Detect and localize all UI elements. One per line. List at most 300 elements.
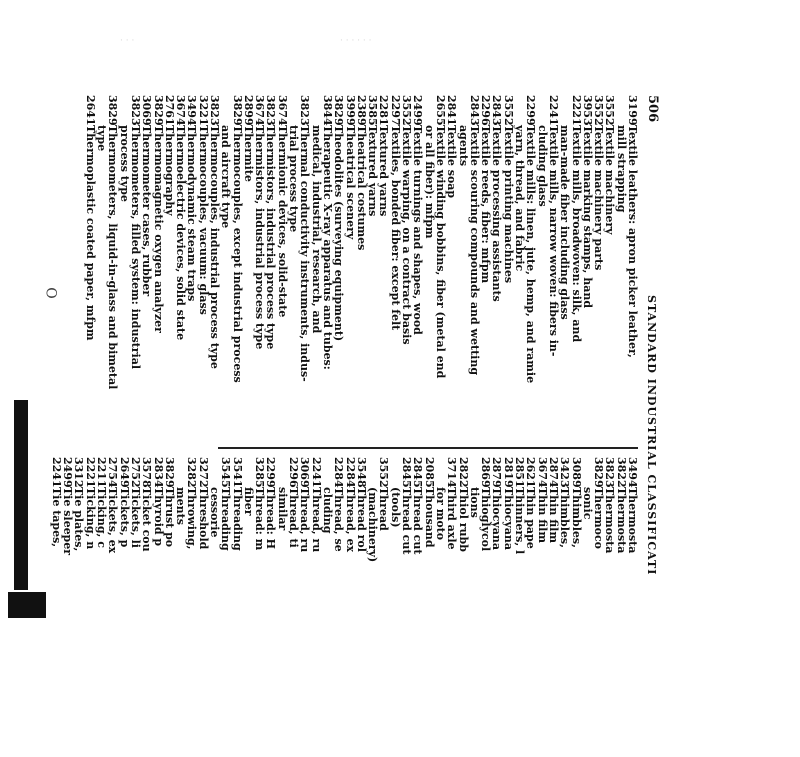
index-entry [220,457,231,757]
sic-code: 3272 [196,457,210,488]
entry-description: Thread rol [354,487,368,552]
entry-description: Thermocouples, except industrial process [230,125,244,383]
entry-description: Textile mills: linen, jute, hemp, and ramie [524,125,538,384]
index-entry [446,95,457,435]
sic-code: 2869 [479,457,493,488]
index-entry [401,457,412,757]
index-entry [514,457,525,757]
index-entry [322,95,333,435]
sic-code: 2284 [332,457,346,488]
sic-code: 3552 [592,95,606,126]
index-entry [118,95,129,435]
sic-code [423,95,434,125]
index-entry [152,95,163,435]
index-entry [84,95,95,435]
sic-code [220,95,231,125]
sic-code: 3844 [320,95,334,126]
entry-description: Thermal conductivity instruments, indus- [298,125,312,382]
index-entry [84,457,95,757]
index-entry [333,95,344,435]
index-entry [615,95,626,435]
rotated-document-page [10,95,660,615]
bleed-text-left: · · · [120,36,135,46]
sic-code: 2297 [388,95,402,126]
index-entry [243,95,254,435]
index-entry [288,95,299,435]
index-entry [231,457,242,757]
sic-code: 3282 [185,457,199,488]
index-entry [480,95,491,435]
sic-code [536,95,547,125]
entry-description: Thread: H [264,487,278,550]
sic-code: 3829 [592,457,606,488]
entry-description: Textile reeds, fiber: mfpm [479,125,493,284]
entry-description: Tickets, li [128,487,142,548]
entry-description: Thin film [546,487,560,544]
index-entry [604,457,615,757]
index-entry [164,457,175,757]
entry-description: Textile printing machines [501,125,515,284]
entry-description: Textured yarns [366,125,380,217]
entry-description: Thiocyana [501,487,515,551]
index-entry [593,95,604,435]
entry-description: and aircraft type [219,125,233,229]
index-entry [310,457,321,757]
index-entry [367,95,378,435]
index-entry [401,95,412,435]
sic-code: 2649 [117,457,131,488]
entry-description: Textile processing assistants [490,125,504,302]
sic-code: 2499 [61,457,75,488]
entry-description: Tie tapes, [49,487,63,548]
column-divider [218,447,638,449]
entry-description: Theodolites (surveying equipment) [332,125,346,342]
entry-description: Thermoplastic coated paper, mfpm [83,125,97,341]
index-entry [480,457,491,757]
sic-code [435,457,446,487]
index-entry [548,95,559,435]
index-entry [502,457,513,757]
entry-description: (machinery) [366,487,380,563]
index-entry [73,457,84,757]
sic-code: 3674 [174,95,188,126]
index-column-left [84,95,638,435]
index-entry [570,457,581,757]
sic-code: 3674 [275,95,289,126]
sic-code [559,95,570,125]
sic-code: 2841 [445,95,459,126]
entry-description: mill strapping [614,125,628,213]
entry-description: cluding glass [535,125,549,207]
sic-code: 3823 [208,95,222,126]
index-entry [435,457,446,757]
index-entry [209,457,220,757]
entry-description: Tickets, ex [106,487,120,554]
index-entry [299,95,310,435]
index-entry [277,457,288,757]
index-entry [412,95,423,435]
sic-code: 3829 [162,457,176,488]
index-entry [559,457,570,757]
entry-description: Ticking, c [95,487,109,548]
index-entry [536,95,547,435]
sic-code [615,95,626,125]
index-entry [107,95,118,435]
index-entry [491,457,502,757]
sic-code [367,457,378,487]
index-entry [141,457,152,757]
index-entry [593,457,604,757]
entry-description: Threading [230,487,244,551]
sic-code: 3829 [230,95,244,126]
index-entry [582,457,593,757]
index-entry [514,95,525,435]
sic-code: 2389 [354,95,368,126]
index-entry [570,95,581,435]
sic-code: 2879 [490,457,504,488]
sic-code: 3829 [106,95,120,126]
sic-code [322,457,333,487]
sic-code: 2296 [479,95,493,126]
sic-code: 3829 [151,95,165,126]
sic-code: 2085 [422,457,436,488]
sic-code: 3552 [501,95,515,126]
sic-code [118,95,129,125]
sic-code: 2211 [95,457,109,488]
sic-code: 3552 [377,457,391,488]
index-entry [469,457,480,757]
sic-code: 2752 [128,457,142,488]
entry-description: Thermite [241,125,255,182]
sic-code: 3674 [535,457,549,488]
sic-code: 2499 [411,95,425,126]
entry-description: Thermometers, liquid-in-glass and bimetal [106,125,120,390]
sic-code: 2655 [433,95,447,126]
index-entry [604,95,615,435]
entry-description: Thermistors, industrial process type [264,125,278,350]
entry-description: Thermosta [614,487,628,554]
index-entry [389,95,400,435]
entry-description: Thermomagnetic oxygen analyzer [151,125,165,333]
entry-description: Thread [377,487,391,531]
index-entry [231,95,242,435]
entry-description: Textile machinery parts [592,125,606,271]
sic-code [288,95,299,125]
entry-description: Textile scouring compounds and wetting [467,125,481,376]
sic-code: 2843 [467,95,481,126]
entry-description: Thioglycol [479,487,493,552]
entry-description: Throwing, [185,487,199,550]
index-entry [322,457,333,757]
index-entry [615,457,626,757]
entry-description: Thermometers, filled system: industrial [128,125,142,369]
entry-description: type [95,125,109,152]
sic-code [96,95,107,125]
entry-description: Textile mills, narrow woven: fibers in- [546,125,560,357]
index-entry [423,457,434,757]
index-entry [333,457,344,757]
sic-code: 3829 [332,95,346,126]
sic-code [209,457,220,487]
entry-description: Thin film [535,487,549,544]
sic-code: 2834 [151,457,165,488]
index-entry [152,457,163,757]
entry-description: Textured yarns [377,125,391,217]
index-entry [197,95,208,435]
index-entry [107,457,118,757]
sic-code [389,457,400,487]
index-entry [412,457,423,757]
entry-description: Therapeutic X-ray apparatus and tubes: [320,125,334,370]
index-entry [118,457,129,757]
entry-description: sonic [580,487,594,520]
sic-code: 3552 [400,95,414,126]
entry-description: cessorie [208,487,222,538]
entry-description: Textile winding bobbins, fiber (metal end [433,125,447,379]
sic-code [277,457,288,487]
sic-code: 2899 [241,95,255,126]
entry-description: Textile warping, on a contract basis [400,125,414,345]
sic-code: 2221 [569,95,583,126]
sic-code: 3548 [354,457,368,488]
entry-description: Textile soap [445,125,459,199]
entry-description: Textile leathers: apron picker leather, [626,125,639,358]
sic-code: 2296 [287,457,301,488]
sic-code: 3069 [140,95,154,126]
sic-code: 3585 [366,95,380,126]
index-entry [164,95,175,435]
index-entry [457,95,468,435]
entry-description: for moto [433,487,447,541]
index-entry [582,95,593,435]
sic-code: 2221 [83,457,97,488]
page-header [640,95,660,615]
sic-code: 3552 [603,95,617,126]
entry-description: Thread, ti [287,487,301,548]
entry-description: Thermosta [626,487,639,554]
sic-code [457,95,468,125]
sic-code: 2843 [490,95,504,126]
entry-description: tions [467,487,481,518]
sic-code: 2241 [309,457,323,488]
index-entry [62,457,73,757]
entry-description: trial process type [287,125,301,233]
sic-code: 2281 [377,95,391,126]
sic-code: 2874 [546,457,560,488]
index-entry [559,95,570,435]
index-entry [141,95,152,435]
entry-description: man-made fiber including glass [558,125,572,320]
index-entry [96,95,107,435]
sic-code: 2621 [524,457,538,488]
index-entry [378,95,389,435]
sic-code: 2241 [49,457,63,488]
index-entry [627,95,638,435]
entry-description: Ticket cou [140,487,154,552]
index-entry [525,457,536,757]
entry-description: Thimbles, [558,487,572,548]
entry-description: Textile mills, broadwoven: silk, and [569,125,583,343]
sic-code [514,95,525,125]
sic-code [582,457,593,487]
sic-code: 3494 [626,457,639,488]
index-entry [96,457,107,757]
sic-code: 2641 [83,95,97,126]
entry-description: Textile marking stamps, hand [580,125,594,309]
entry-description: medical, industrial, research, and [309,125,323,334]
index-entry [491,95,502,435]
index-entry [435,95,446,435]
entry-description: Textile turnings and shapes, wood [411,125,425,335]
entry-description: ments [174,487,188,525]
index-entry [130,95,141,435]
index-entry [254,457,265,757]
entry-description: Theatrical scenery [343,125,357,240]
sic-code: 3199 [626,95,639,126]
index-entry [378,457,389,757]
index-entry [423,95,434,435]
entry-description: cluding [320,487,334,534]
sic-code: 3312 [72,457,86,488]
index-entry [469,95,480,435]
sic-code [175,457,186,487]
sic-code: 3578 [140,457,154,488]
sic-code: 3823 [298,95,312,126]
sic-code: 2851 [513,457,527,488]
index-entry [209,95,220,435]
index-entry [277,95,288,435]
entry-description: Thimbles, [569,487,583,548]
index-entry [457,457,468,757]
entry-description: Thinners, l [513,487,527,555]
index-entry [356,457,367,757]
entry-description: Thyroid p [151,487,165,547]
entry-description: Thermography [162,125,176,216]
entry-description: Thread, ex [343,487,357,553]
sic-code: 3714 [445,457,459,488]
index-entry [310,95,321,435]
index-entry [344,457,355,757]
entry-description: Thread cut [400,487,414,555]
sic-code: 3953 [580,95,594,126]
entry-description: Tickets, p [117,487,131,548]
entry-description: Thermoelectric devices, solid state [174,125,188,341]
sic-code: 3494 [185,95,199,126]
index-entry [197,457,208,757]
entry-description: Thermosta [603,487,617,554]
entry-description: Threading [219,487,233,551]
entry-description: process type [117,125,131,202]
entry-description: Threshold [196,487,210,550]
entry-description: Thermodynamic steam traps [185,125,199,302]
entry-description: Thread, ru [298,487,312,553]
index-entry [265,95,276,435]
entry-description: agents [456,125,470,167]
sic-code: 2819 [501,457,515,488]
index-entry [548,457,559,757]
entry-description: Thrust po [162,487,176,548]
page-number: 506 [645,95,660,123]
sic-code: 2822 [456,457,470,488]
index-entry [389,457,400,757]
sic-code: 2284 [343,457,357,488]
index-entry [344,95,355,435]
index-entry [536,457,547,757]
index-entry [243,457,254,757]
sic-code: 2845 [400,457,414,488]
entry-description: Thermometer cases, rubber [140,125,154,297]
sic-code: 3221 [196,95,210,126]
index-entry [175,95,186,435]
sic-code: 2754 [106,457,120,488]
entry-description: Thiol rubb [456,487,470,552]
entry-description: Thread: m [253,487,267,551]
index-entry [356,95,367,435]
index-entry [265,457,276,757]
entry-description: Thermocouples, industrial process type [208,125,222,369]
index-entry [220,95,231,435]
entry-description: or all fiber): mfpm [422,125,436,239]
bleed-text-right: · · · · · · [340,36,372,46]
index-entry [254,95,265,435]
sic-code: 2299 [524,95,538,126]
index-entry [299,457,310,757]
sic-code: 2299 [264,457,278,488]
sic-code: 2761 [162,95,176,126]
sic-code [469,457,480,487]
index-entry [627,457,638,757]
punch-hole-mark: O [42,287,59,299]
index-entry [186,457,197,757]
entry-description: yarn, thread, and fabric [513,125,527,272]
sic-code [243,457,254,487]
entry-description: Textiles, bonded fiber: except felt [388,125,402,331]
sic-code: 3423 [558,457,572,488]
index-entry [130,457,141,757]
entry-description: Thousand [422,487,436,548]
entry-description: Textile machinery [603,125,617,235]
index-entry [51,457,62,757]
entry-description: Tie sleeper [61,487,75,556]
entry-description: Thread cut [411,487,425,555]
entry-description: Thermionic devices, solid-state [275,125,289,318]
running-title: STANDARD INDUSTRIAL CLASSIFICATI [645,295,658,576]
sic-code: 2845 [411,457,425,488]
entry-description: Thermocouples, vacuum: glass [196,125,210,315]
sic-code: 3089 [569,457,583,488]
index-entry [288,457,299,757]
sic-code: 3822 [614,457,628,488]
entry-description: Thread, se [332,487,346,552]
entry-description: (tools) [388,487,402,528]
sic-code: 3285 [253,457,267,488]
index-entry [175,457,186,757]
index-entry [502,95,513,435]
entry-description: similar [275,487,289,531]
index-entry [525,95,536,435]
entry-description: Thermoco [592,487,606,549]
sic-code: 3823 [128,95,142,126]
index-column-right [51,457,638,757]
entry-description: Thermistors, industrial process type [253,125,267,350]
sic-code: 3674 [253,95,267,126]
index-entry [186,95,197,435]
entry-description: Ticking, n [83,487,97,550]
entry-description: Thread, ru [309,487,323,553]
entry-description: Third axle [445,487,459,550]
index-entry [446,457,457,757]
sic-code: 3823 [603,457,617,488]
